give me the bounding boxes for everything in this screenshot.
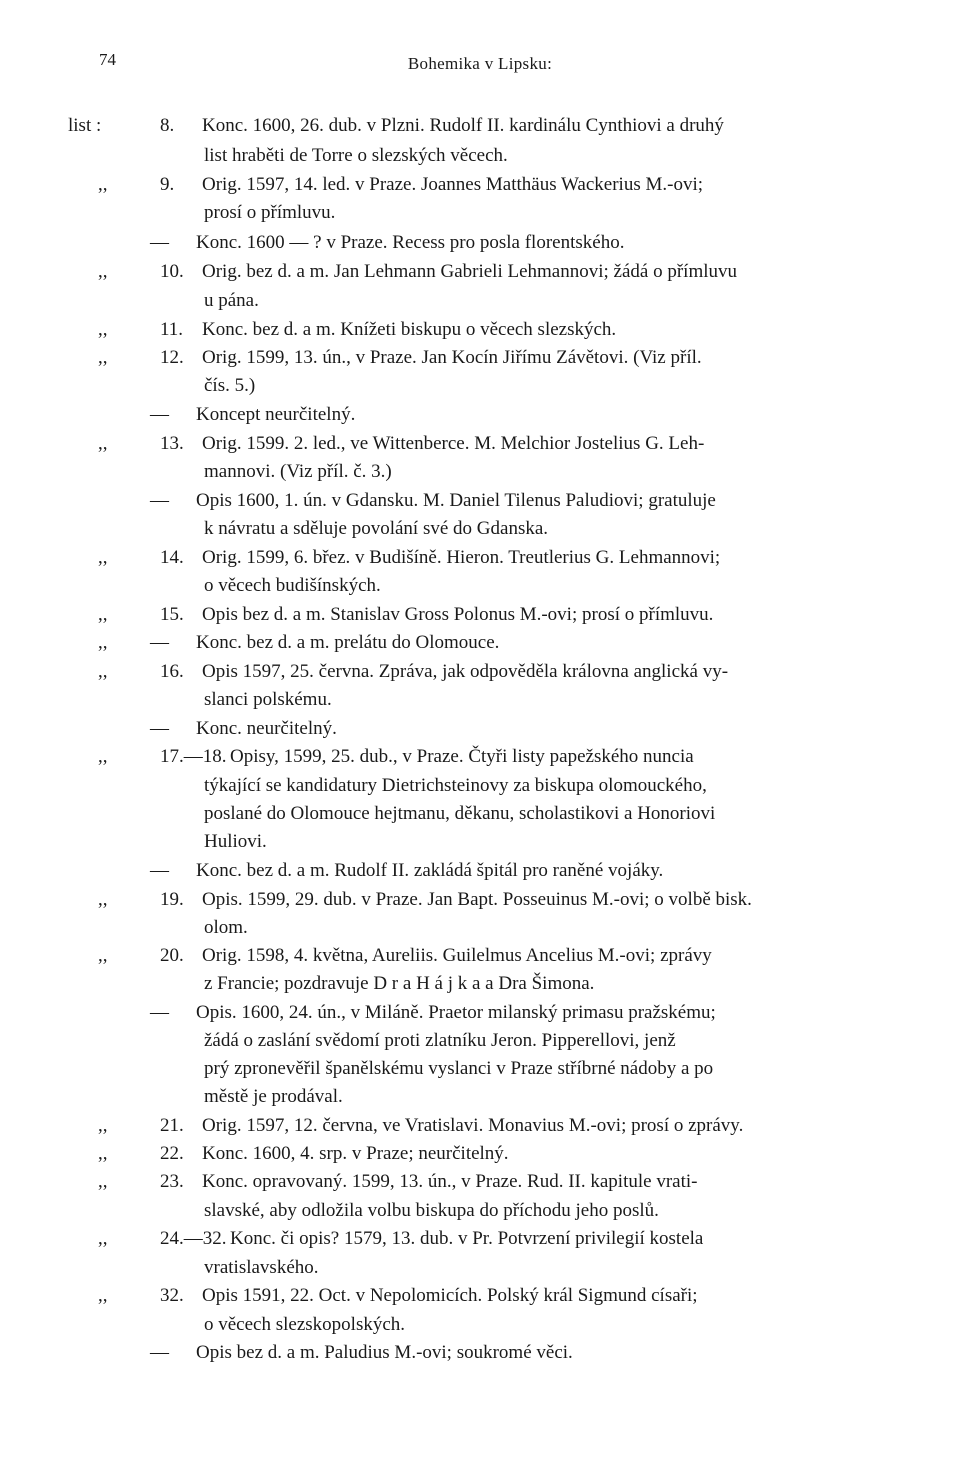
entry-line: list hraběti de Torre o slezských věcech.: [204, 145, 508, 166]
entry-number: 22.: [160, 1143, 184, 1164]
entry-line: Konc. či opis? 1579, 13. dub. v Pr. Potvrzení privilegií kostela: [230, 1228, 704, 1249]
entry-line: týkající se kandidatury Dietrichsteinovy za biskupa olomouckého,: [204, 775, 707, 796]
entry-line: Huliovi.: [204, 831, 267, 852]
entry-number: 32.: [160, 1285, 184, 1306]
entry-line: Konc. bez d. a m. prelátu do Olomouce.: [196, 632, 500, 653]
ditto-mark: ,,: [98, 746, 108, 767]
entry-line: Orig. 1597, 12. června, ve Vratislavi. Monavius M.-ovi; prosí o zprávy.: [202, 1115, 744, 1136]
ditto-mark: ,,: [98, 433, 108, 454]
entry-line: o věcech budišínských.: [204, 575, 381, 596]
entry-dash: —: [150, 632, 169, 653]
ditto-mark: ,,: [98, 174, 108, 195]
entry-number: 20.: [160, 945, 184, 966]
entry-line: slanci polskému.: [204, 689, 332, 710]
entry-line: Konc. 1600, 4. srp. v Praze; neurčitelný.: [202, 1143, 509, 1164]
entry-line: z Francie; pozdravuje D r a H á j k a a Dra Šimona.: [204, 973, 595, 994]
entry-number: 12.: [160, 347, 184, 368]
entry-line: Orig. 1599, 13. ún., v Praze. Jan Kocín Jiřímu Závětovi. (Viz příl.: [202, 347, 702, 368]
entry-line: Konc. bez d. a m. Knížeti biskupu o věcech slezských.: [202, 319, 617, 340]
ditto-mark: ,,: [98, 1228, 108, 1249]
entry-number: 17.—18.: [160, 746, 227, 767]
ditto-mark: ,,: [98, 1171, 108, 1192]
ditto-mark: ,,: [98, 261, 108, 282]
entry-line: prosí o přímluvu.: [204, 202, 336, 223]
running-header: Bohemika v Lipsku:: [407, 54, 553, 73]
ditto-mark: ,,: [98, 319, 108, 340]
entry-line: u pána.: [204, 290, 259, 311]
entry-dash: —: [150, 860, 169, 881]
entry-dash: —: [150, 1002, 169, 1023]
ditto-mark: ,,: [98, 1115, 108, 1136]
ditto-mark: ,,: [98, 632, 108, 653]
entry-line: čís. 5.): [204, 375, 256, 396]
entry-line: Orig. 1597, 14. led. v Praze. Joannes Matthäus Wackerius M.-ovi;: [202, 174, 703, 195]
entry-number: 11.: [160, 319, 184, 340]
entry-line: Konc. 1600 — ? v Praze. Recess pro posla florentského.: [196, 232, 625, 253]
ditto-mark: ,,: [98, 604, 108, 625]
entry-number: 23.: [160, 1171, 184, 1192]
entry-line: Opis. 1600, 24. ún., v Miláně. Praetor milanský primasu pražskému;: [196, 1002, 716, 1023]
entry-line: Konc. neurčitelný.: [196, 718, 337, 739]
entry-line: Opis 1600, 1. ún. v Gdansku. M. Daniel Tilenus Paludiovi; gratuluje: [196, 490, 716, 511]
entry-line: Opis 1591, 22. Oct. v Nepolomicích. Polský král Sigmund císaři;: [202, 1285, 698, 1306]
entry-line: olom.: [204, 917, 248, 938]
entry-line: k návratu a sděluje povolání své do Gdanska.: [204, 518, 549, 539]
entry-line: poslané do Olomouce hejtmanu, děkanu, scholastikovi a Honoriovi: [204, 803, 716, 824]
entry-line: prý zpronevěřil španělskému vyslanci v Praze stříbrné nádoby a po: [204, 1058, 714, 1079]
entry-dash: —: [150, 718, 169, 739]
ditto-mark: ,,: [98, 347, 108, 368]
ditto-mark: ,,: [98, 945, 108, 966]
entry-dash: —: [150, 1342, 169, 1363]
entry-line: Konc. 1600, 26. dub. v Plzni. Rudolf II. kardinálu Cynthiovi a druhý: [202, 115, 724, 136]
entry-dash: —: [150, 490, 169, 511]
entry-line: Konc. opravovaný. 1599, 13. ún., v Praze. Rud. II. kapitule vrati-: [202, 1171, 698, 1192]
ditto-mark: ,,: [98, 1285, 108, 1306]
entry-line: mannovi. (Viz příl. č. 3.): [204, 461, 392, 482]
entry-number: 9.: [160, 174, 175, 195]
entry-line: slavské, aby odložila volbu biskupa do příchodu jeho poslů.: [204, 1200, 659, 1221]
entry-line: o věcech slezskopolských.: [204, 1314, 406, 1335]
ditto-mark: ,,: [98, 1143, 108, 1164]
entry-line: Opisy, 1599, 25. dub., v Praze. Čtyři listy papežského nuncia: [230, 746, 694, 767]
entry-number: 10.: [160, 261, 184, 282]
entry-dash: —: [150, 232, 169, 253]
entry-number: 13.: [160, 433, 184, 454]
entry-number: 24.—32.: [160, 1228, 227, 1249]
entry-line: žádá o zaslání svědomí proti zlatníku Jeron. Pipperellovi, jenž: [204, 1030, 676, 1051]
entry-line: městě je prodával.: [204, 1086, 343, 1107]
ditto-mark: ,,: [98, 661, 108, 682]
entry-line: Opis. 1599, 29. dub. v Praze. Jan Bapt. Posseuinus M.-ovi; o volbě bisk.: [202, 889, 752, 910]
entry-number: 14.: [160, 547, 184, 568]
entry-number: 19.: [160, 889, 184, 910]
entry-number: 16.: [160, 661, 184, 682]
entry-number: 21.: [160, 1115, 184, 1136]
entry-line: Konc. bez d. a m. Rudolf II. zakládá špitál pro raněné vojáky.: [196, 860, 664, 881]
entry-line: Orig. bez d. a m. Jan Lehmann Gabrieli Lehmannovi; žádá o přímluvu: [202, 261, 738, 282]
entry-line: Opis bez d. a m. Paludius M.-ovi; soukromé věci.: [196, 1342, 573, 1363]
entry-line: Orig. 1599. 2. led., ve Wittenberce. M. Melchior Jostelius G. Leh-: [202, 433, 705, 454]
list-label: list :: [68, 115, 102, 136]
entry-line: vratislavského.: [204, 1257, 319, 1278]
entry-number: 15.: [160, 604, 184, 625]
page-number: 74: [99, 50, 116, 69]
ditto-mark: ,,: [98, 889, 108, 910]
entry-dash: —: [150, 404, 169, 425]
entry-line: Opis bez d. a m. Stanislav Gross Polonus M.-ovi; prosí o přímluvu.: [202, 604, 714, 625]
entry-number: 8.: [160, 115, 175, 136]
entry-line: Opis 1597, 25. června. Zpráva, jak odpověděla královna anglická vy-: [202, 661, 729, 682]
entry-line: Orig. 1599, 6. břez. v Budišíně. Hieron. Treutlerius G. Lehmannovi;: [202, 547, 721, 568]
ditto-mark: ,,: [98, 547, 108, 568]
entry-line: Koncept neurčitelný.: [196, 404, 356, 425]
entry-line: Orig. 1598, 4. května, Aureliis. Guilelmus Ancelius M.-ovi; zprávy: [202, 945, 712, 966]
